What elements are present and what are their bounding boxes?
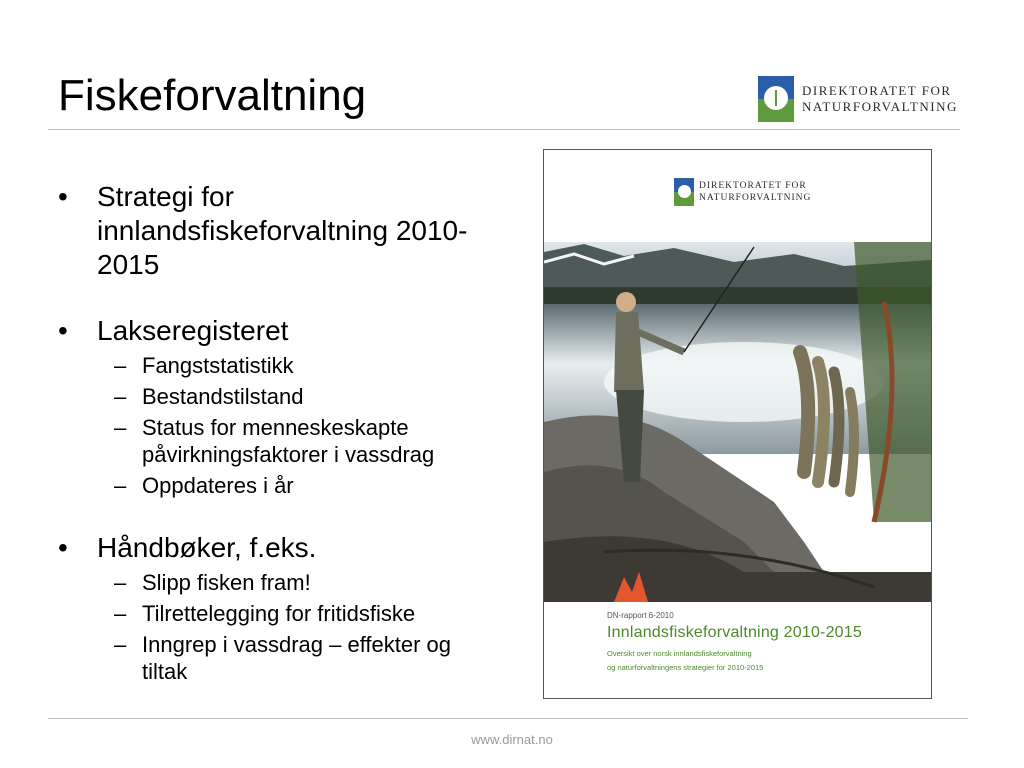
bullet-dot: • [58, 532, 68, 563]
report-title: Innlandsfiskeforvaltning 2010-2015 [607, 624, 862, 641]
cover-logo-emblem-icon [674, 178, 694, 206]
bullet-list [58, 180, 498, 685]
sub-bullet-item [58, 414, 498, 468]
sub-bullet-item [58, 383, 498, 410]
cover-logo-line1: DIREKTORATET FOR [699, 181, 807, 191]
report-subtitle-line1: Oversikt over norsk innlandsfiskeforvaltning [607, 649, 752, 658]
company-logo [758, 76, 958, 122]
sub-bullet-text: Bestandstilstand [142, 384, 304, 409]
sub-bullet-dash: – [114, 473, 127, 498]
report-cover-image [543, 149, 932, 699]
logo-line2: NATURFORVALTNING [802, 99, 958, 114]
sub-bullet-item [58, 472, 498, 499]
logo-emblem-icon [758, 76, 794, 122]
sub-bullet-dash: – [114, 632, 127, 657]
report-number: DN-rapport 6-2010 [607, 611, 674, 620]
bullet-text: Strategi for innlandsfiskeforvaltning 2010-2015 [97, 181, 468, 280]
bullet-dot: • [58, 181, 68, 212]
bullet-text: Håndbøker, f.eks. [97, 532, 317, 563]
bullet-item [58, 180, 498, 282]
sub-bullet-dash: – [114, 353, 127, 378]
sub-bullet-text: Fangststatistikk [142, 353, 294, 378]
logo-text [802, 83, 958, 115]
cover-logo [674, 178, 811, 206]
sub-bullet-text: Inngrep i vassdrag – effekter og tiltak [142, 632, 452, 684]
report-subtitle-line2: og naturforvaltningens strategier for 2010-2015 [607, 663, 764, 672]
bullet-item [58, 314, 498, 348]
sub-bullet-item [58, 569, 498, 596]
sub-bullet-dash: – [114, 601, 127, 626]
sub-bullet-dash: – [114, 415, 127, 440]
sub-bullet-item [58, 631, 498, 685]
sub-bullet-text: Slipp fisken fram! [142, 570, 311, 595]
sub-bullet-text: Status for menneskeskapte påvirkningsfaktorer i vassdrag [142, 415, 435, 467]
footer-divider [48, 718, 968, 719]
bullet-item [58, 531, 498, 565]
slide-title: Fiskeforvaltning [58, 71, 367, 120]
footer-url: www.dirnat.no [471, 732, 553, 747]
sub-bullet-item [58, 352, 498, 379]
cover-photo-fisherman [544, 242, 931, 602]
bullet-text: Lakseregisteret [97, 315, 289, 346]
sub-bullet-dash: – [114, 384, 127, 409]
sub-bullet-dash: – [114, 570, 127, 595]
bullet-dot: • [58, 315, 68, 346]
sub-bullet-text: Oppdateres i år [142, 473, 294, 498]
logo-line1: DIREKTORATET FOR [802, 83, 952, 98]
cover-logo-line2: NATURFORVALTNING [699, 193, 812, 203]
sub-bullet-item [58, 600, 498, 627]
header-divider [48, 129, 960, 130]
sub-bullet-text: Tilrettelegging for fritidsfiske [142, 601, 416, 626]
report-subtitle [607, 647, 763, 675]
